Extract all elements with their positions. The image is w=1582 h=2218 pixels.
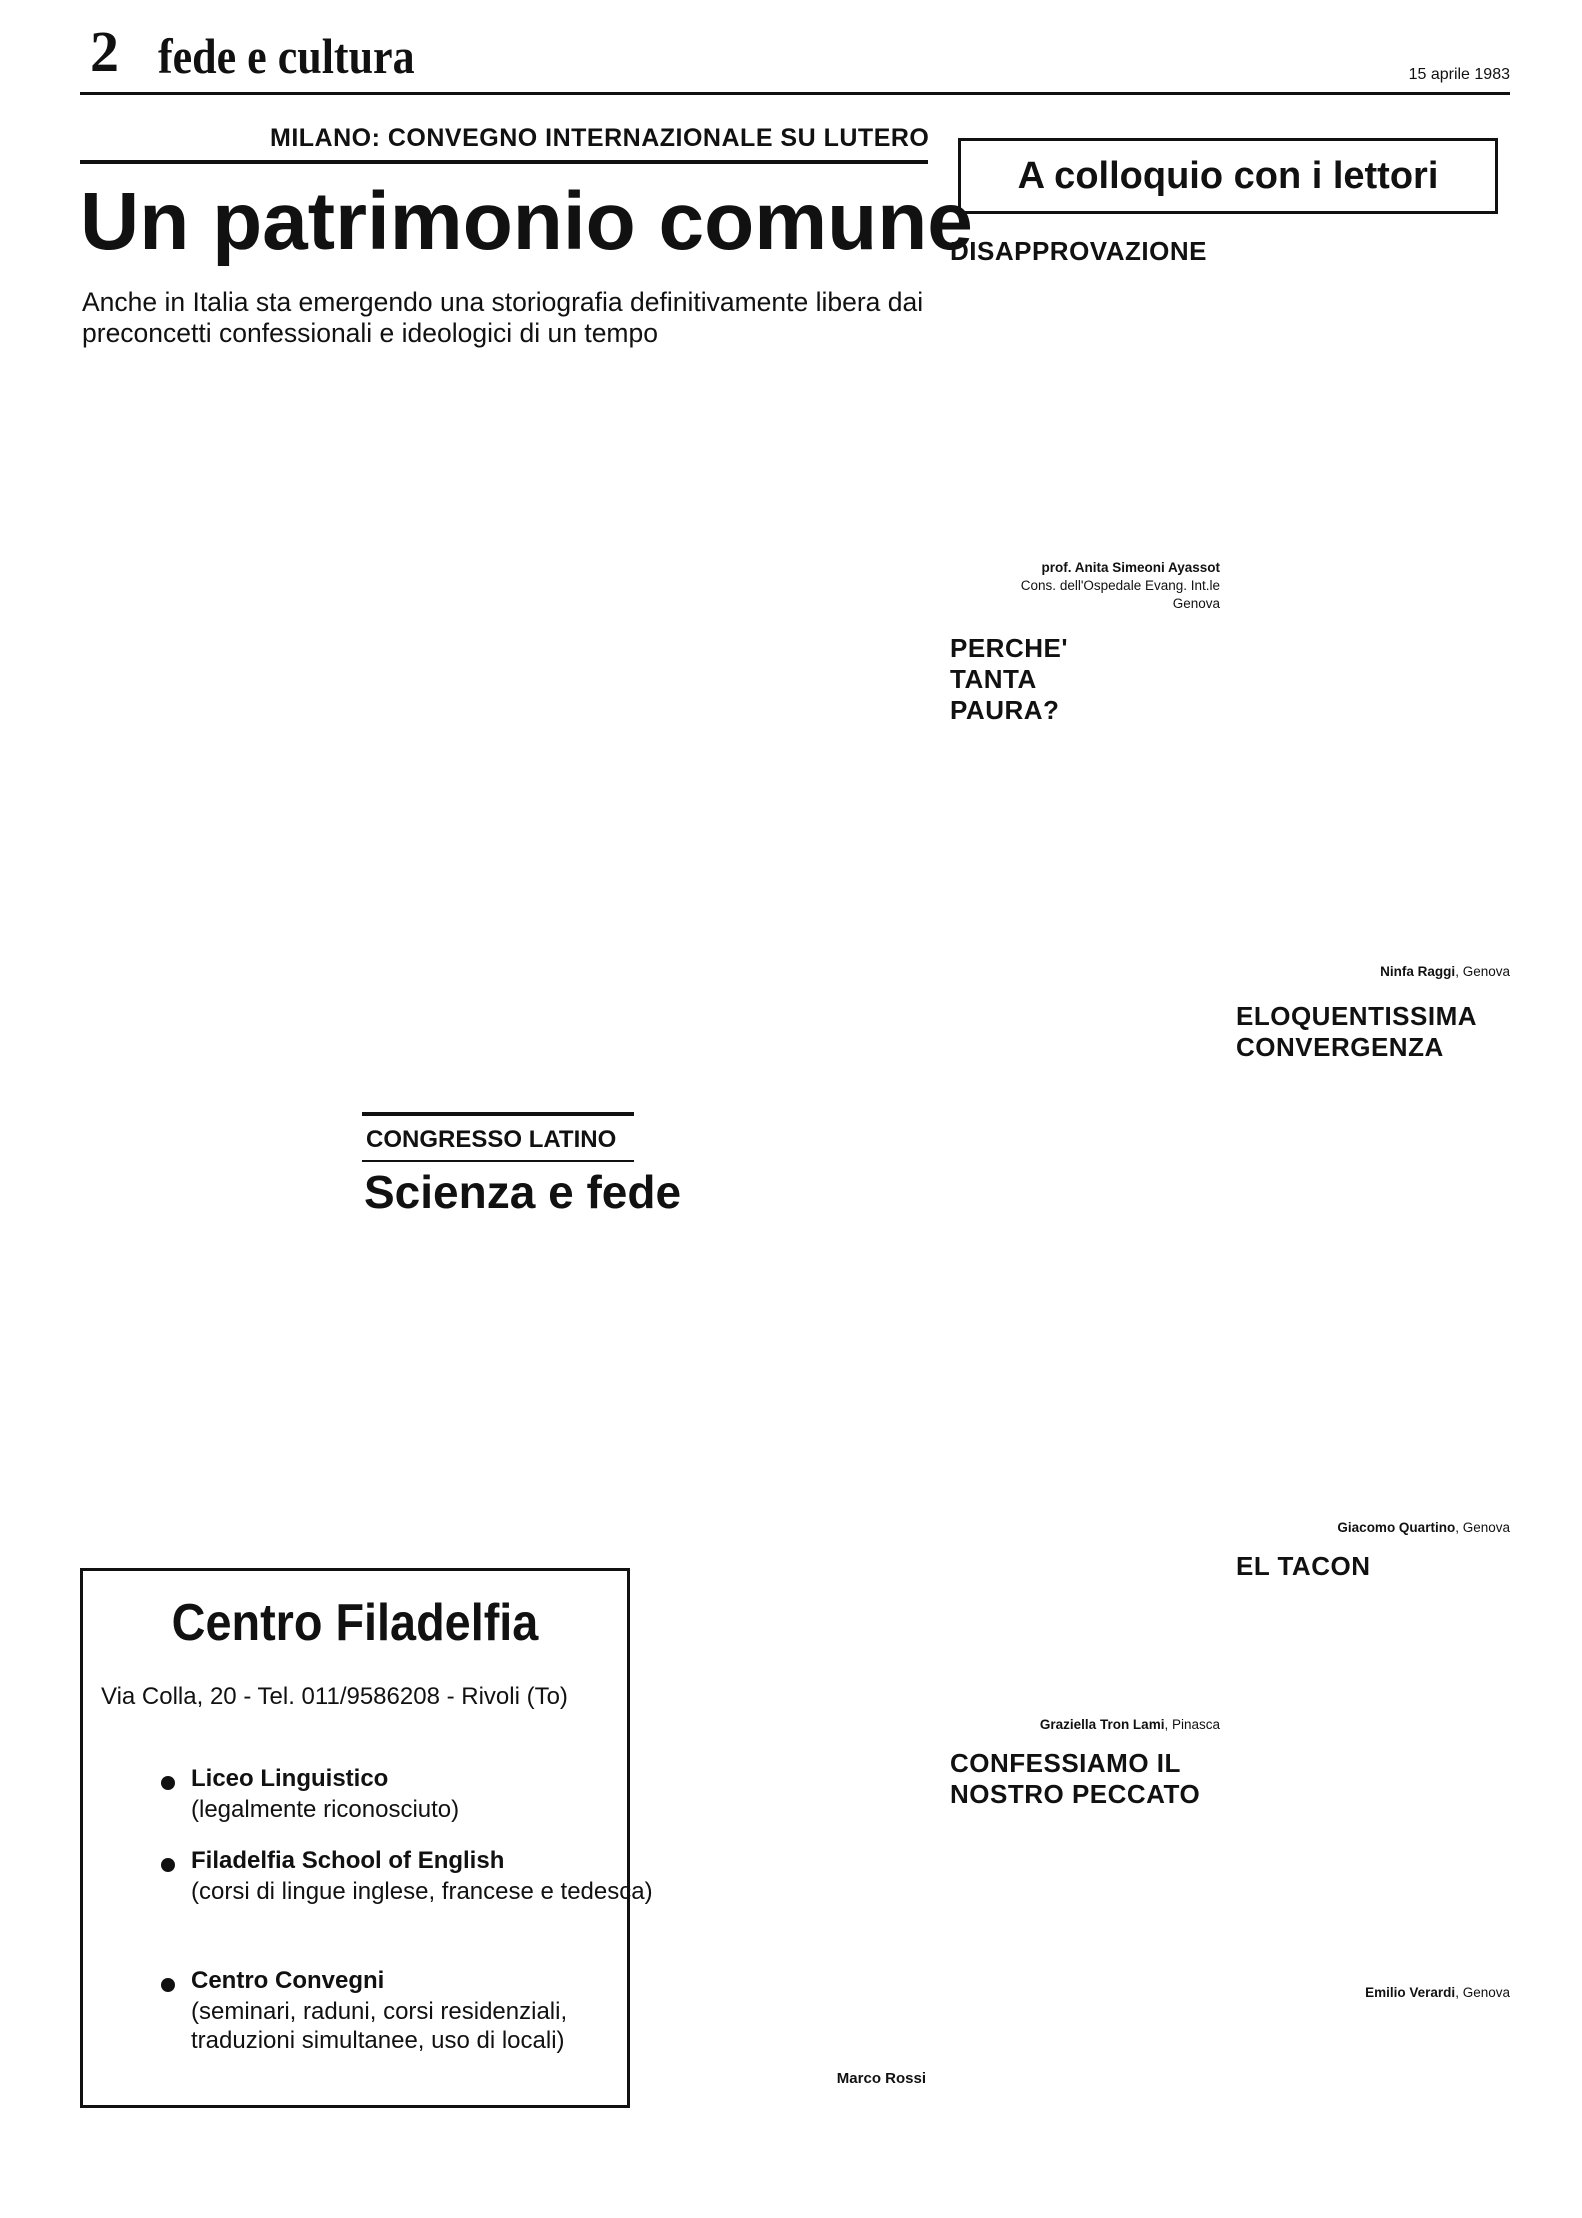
letter-body bbox=[1236, 236, 1510, 961]
signature-name: Ninfa Raggi bbox=[1380, 964, 1456, 979]
letter-signature: Emilio Verardi, Genova bbox=[1365, 1985, 1510, 2000]
signature-city: Genova bbox=[1462, 1985, 1510, 2000]
letter-title-tacon: EL TACON bbox=[1236, 1551, 1371, 1581]
congress-mid-rule bbox=[362, 1160, 634, 1162]
bullet-icon bbox=[161, 1858, 175, 1872]
letters-col-a bbox=[950, 236, 1220, 2126]
ad-item-name: Liceo Linguistico bbox=[191, 1765, 389, 1792]
letter-body bbox=[950, 279, 1220, 557]
letters-header bbox=[958, 138, 1498, 214]
letter-title-peccato: CONFESSIAMO IL NOSTRO PECCATO bbox=[950, 1748, 1201, 1809]
ad-item-name: Filadelfia School of English bbox=[191, 1847, 505, 1874]
letter-body bbox=[950, 734, 1220, 1714]
letter-signature: Ninfa Raggi, Genova bbox=[1380, 964, 1510, 979]
ad-item-desc: (corsi di lingue inglese, francese e tedesca) bbox=[191, 1878, 653, 1905]
article-subtitle: Anche in Italia sta emergendo una storiografia definitivamente libera dai preconcetti confessionali e ideologici di un tempo bbox=[82, 287, 924, 348]
article-col-1 bbox=[80, 364, 346, 1528]
signature-name: Giacomo Quartino bbox=[1337, 1520, 1456, 1535]
signature-name: Emilio Verardi bbox=[1365, 1985, 1456, 2000]
article-title: Un patrimonio comune bbox=[80, 176, 973, 267]
signature-city: Pinasca bbox=[1171, 1717, 1220, 1732]
letter-signature bbox=[950, 560, 1220, 575]
signature-name: prof. Anita Simeoni Ayassot bbox=[1041, 560, 1220, 575]
letter-title-paura: PERCHE' TANTA PAURA? bbox=[950, 633, 1069, 725]
article-author: Marco Rossi bbox=[836, 2070, 926, 2087]
bullet-icon bbox=[161, 1776, 175, 1790]
letter-title-disapprovazione: DISAPPROVAZIONE bbox=[950, 236, 1207, 266]
signature-city: Genova bbox=[1462, 1520, 1510, 1535]
article-col-3 bbox=[650, 364, 926, 2074]
ad-item-name: Centro Convegni bbox=[191, 1967, 385, 1994]
letter-body bbox=[1236, 1590, 1510, 1982]
letter-title-convergenza: ELOQUENTISSIMA CONVERGENZA bbox=[1236, 1001, 1477, 1062]
letter-affiliation: Cons. dell'Ospedale Evang. Int.le bbox=[1020, 578, 1220, 593]
letter-body bbox=[1236, 1071, 1510, 1517]
ad-address: Via Colla, 20 - Tel. 011/9586208 - Rivoli (To) bbox=[101, 1683, 568, 1710]
letter-city: Genova bbox=[1172, 596, 1220, 611]
signature-city: Genova bbox=[1462, 964, 1510, 979]
letters-header-title: A colloquio con i lettori bbox=[1017, 155, 1439, 197]
letters-col-b bbox=[1236, 236, 1510, 2126]
letter-body bbox=[950, 1818, 1220, 2093]
letter-signature: Graziella Tron Lami, Pinasca bbox=[1039, 1717, 1220, 1732]
kicker-rule bbox=[80, 160, 928, 164]
masthead bbox=[80, 20, 1510, 90]
ad-box bbox=[80, 1568, 653, 2108]
page-number: 2 bbox=[90, 19, 119, 84]
article-col-2 bbox=[362, 364, 632, 1108]
letter-signature: Giacomo Quartino, Genova bbox=[1337, 1520, 1510, 1535]
section-title: fede e cultura bbox=[158, 28, 415, 84]
ad-item-desc: (legalmente riconosciuto) bbox=[191, 1796, 460, 1823]
ad-name: Centro Filadelfia bbox=[171, 1594, 539, 1652]
issue-date: 15 aprile 1983 bbox=[1408, 66, 1510, 83]
article-kicker: MILANO: CONVEGNO INTERNAZIONALE SU LUTERO bbox=[270, 124, 930, 152]
bullet-icon bbox=[161, 1978, 175, 1992]
congress-body bbox=[370, 1222, 632, 1532]
congress-title: Scienza e fede bbox=[364, 1166, 682, 1218]
congress-top-rule bbox=[362, 1112, 634, 1116]
ad-item-desc: (seminari, raduni, corsi residenziali, traduzioni simultanee, uso di locali) bbox=[191, 1998, 568, 2054]
congress-kicker: CONGRESSO LATINO bbox=[366, 1126, 617, 1153]
signature-name: Graziella Tron Lami bbox=[1039, 1717, 1165, 1732]
masthead-rule bbox=[80, 92, 1510, 95]
